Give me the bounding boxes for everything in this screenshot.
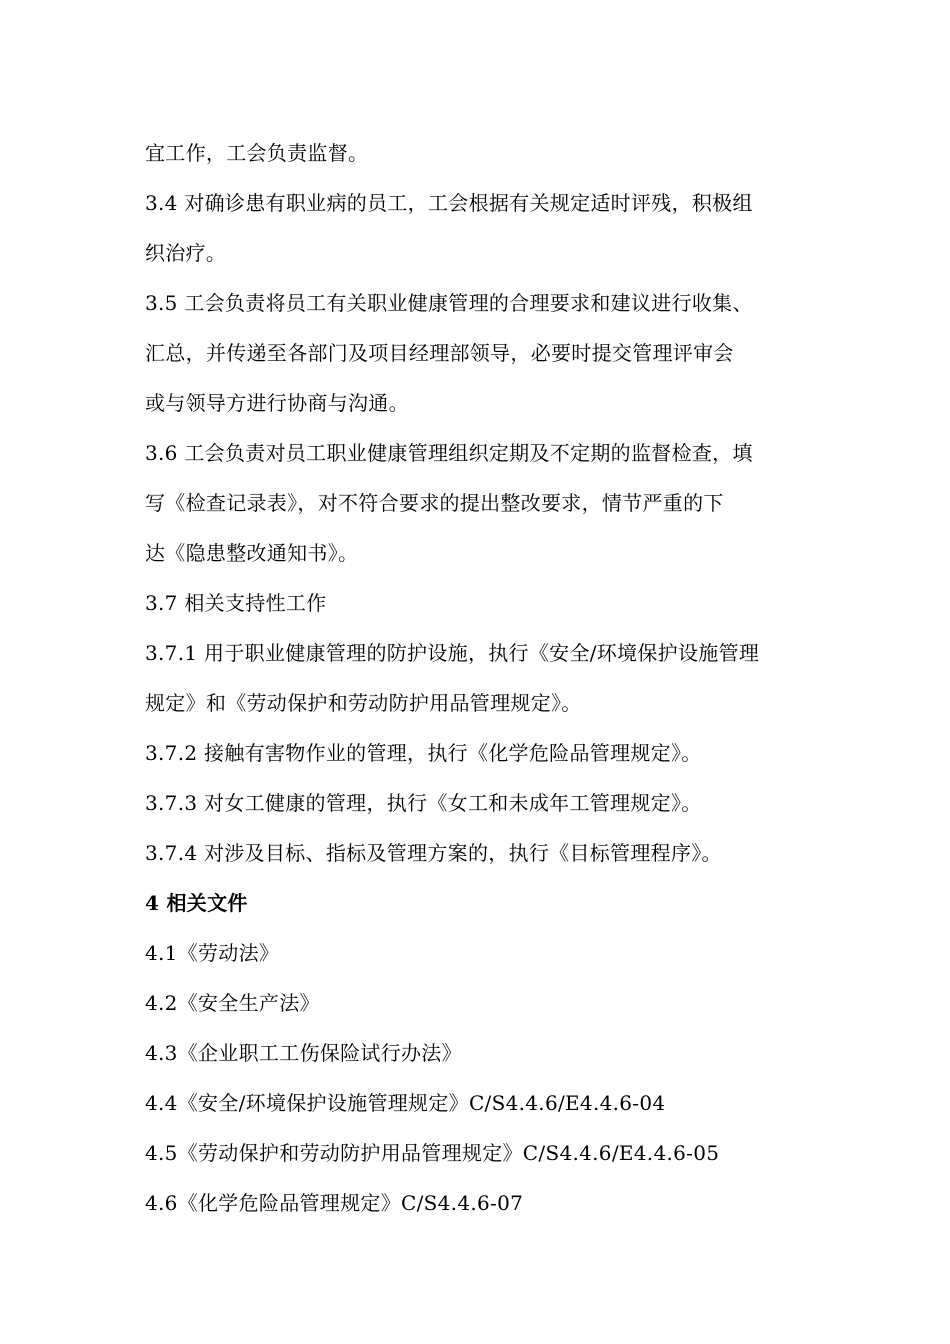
text-line: 4.3《企业职工工伤保险试行办法》: [145, 1041, 462, 1065]
text-line: 4.4《安全/环境保护设施管理规定》C/S4.4.6/E4.4.6-04: [145, 1091, 666, 1115]
text-line: 汇总，并传递至各部门及项目经理部领导，必要时提交管理评审会: [145, 341, 734, 365]
text-line: 4.2《安全生产法》: [145, 991, 320, 1015]
text-line: 3.7.3 对女工健康的管理，执行《女工和未成年工管理规定》。: [145, 791, 702, 815]
text-line: 4.1《劳动法》: [145, 941, 280, 965]
text-line: 宜工作，工会负责监督。: [145, 141, 369, 165]
text-line: 写《检查记录表》，对不符合要求的提出整改要求，情节严重的下: [145, 491, 724, 515]
text-line: 4.5《劳动保护和劳动防护用品管理规定》C/S4.4.6/E4.4.6-05: [145, 1141, 720, 1165]
section-heading: 4 相关文件: [145, 891, 248, 915]
text-line: 达《隐患整改通知书》。: [145, 541, 359, 565]
text-line: 3.7 相关支持性工作: [145, 591, 327, 615]
text-line: 3.7.2 接触有害物作业的管理，执行《化学危险品管理规定》。: [145, 741, 702, 765]
text-line: 4.6《化学危险品管理规定》C/S4.4.6-07: [145, 1191, 524, 1215]
text-line: 3.5 工会负责将员工有关职业健康管理的合理要求和建议进行收集、: [145, 291, 753, 315]
text-line: 织治疗。: [145, 241, 227, 265]
text-line: 规定》和《劳动保护和劳动防护用品管理规定》。: [145, 691, 582, 715]
text-line: 3.4 对确诊患有职业病的员工，工会根据有关规定适时评残，积极组: [145, 191, 753, 215]
text-line: 或与领导方进行协商与沟通。: [145, 391, 409, 415]
text-line: 3.7.1 用于职业健康管理的防护设施，执行《安全/环境保护设施管理: [145, 641, 760, 665]
text-line: 3.7.4 对涉及目标、指标及管理方案的，执行《目标管理程序》。: [145, 841, 722, 865]
text-line: 3.6 工会负责对员工职业健康管理组织定期及不定期的监督检查，填: [145, 441, 753, 465]
document-body: [145, 128, 810, 1228]
